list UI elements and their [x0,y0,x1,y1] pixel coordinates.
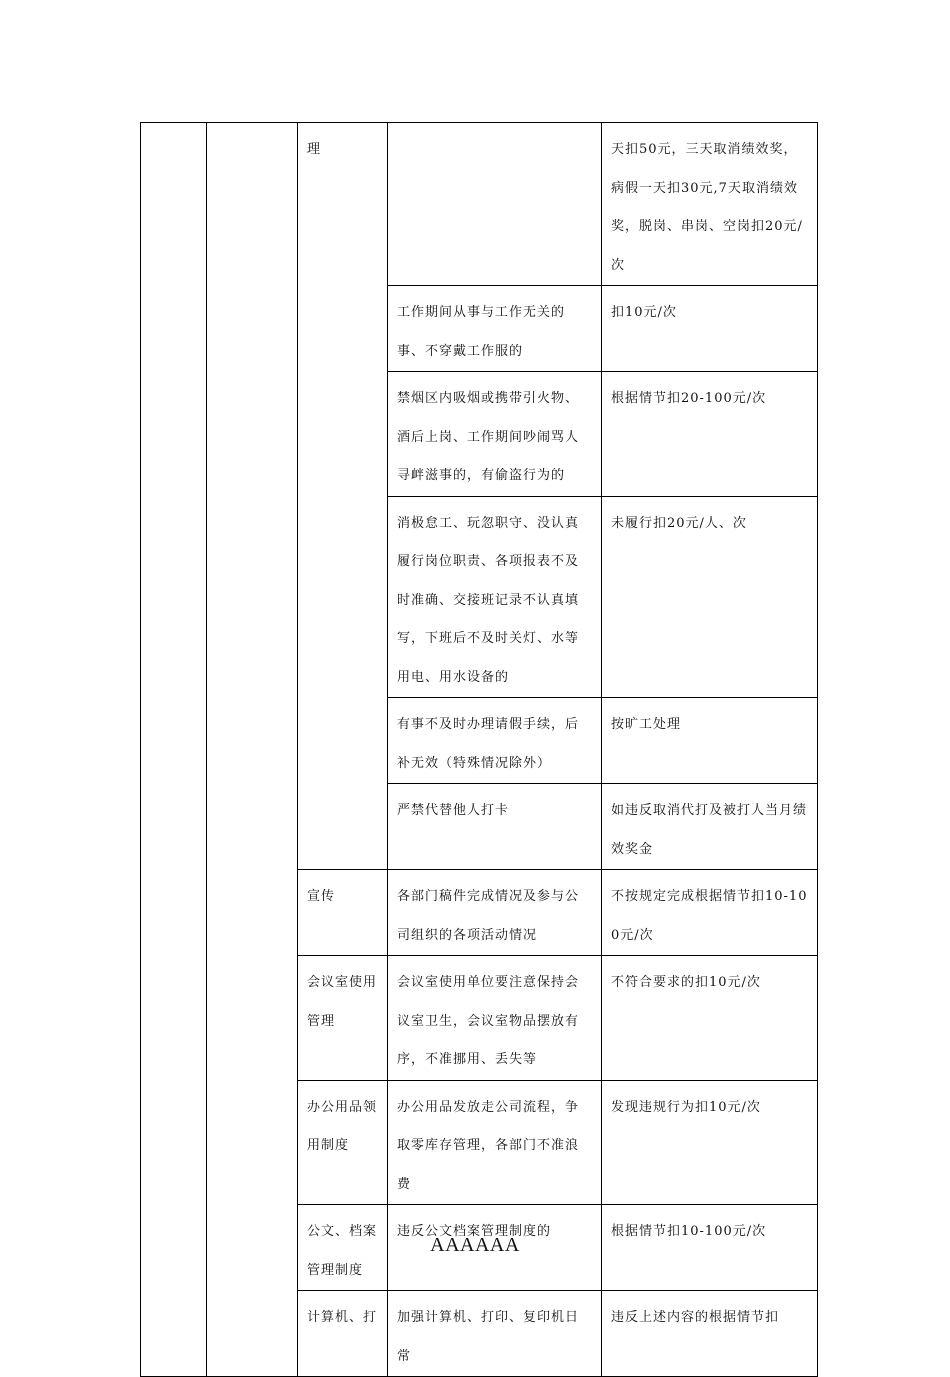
item-cell: 消极怠工、玩忽职守、没认真履行岗位职责、各项报表不及时准确、交接班记录不认真填写，下班后不及时关灯、水等用电、用水设备的 [388,496,602,698]
item-cell: 严禁代替他人打卡 [388,784,602,870]
item-cell: 禁烟区内吸烟或携带引火物、酒后上岗、工作期间吵闹骂人寻衅滋事的，有偷盗行为的 [388,372,602,497]
item-cell: 加强计算机、打印、复印机日常 [388,1291,602,1377]
penalty-cell: 发现违规行为扣10元/次 [602,1080,818,1205]
item-cell [388,123,602,286]
item-cell: 违反公文档案管理制度的 [388,1205,602,1291]
category-cell: 宣传 [298,870,388,956]
blank-column-2 [207,123,298,1377]
penalty-cell: 根据情节扣20-100元/次 [602,372,818,497]
penalty-cell: 不按规定完成根据情节扣10-100元/次 [602,870,818,956]
item-cell: 办公用品发放走公司流程，争取零库存管理，各部门不准浪费 [388,1080,602,1205]
penalty-cell: 根据情节扣10-100元/次 [602,1205,818,1291]
penalty-cell: 扣10元/次 [602,286,818,372]
rules-table [140,122,818,1377]
category-cell: 理 [298,123,388,870]
item-cell: 工作期间从事与工作无关的事、不穿戴工作服的 [388,286,602,372]
penalty-cell: 不符合要求的扣10元/次 [602,956,818,1081]
penalty-cell: 违反上述内容的根据情节扣 [602,1291,818,1377]
penalty-cell: 如违反取消代打及被打人当月绩效奖金 [602,784,818,870]
item-cell: 有事不及时办理请假手续，后补无效（特殊情况除外） [388,698,602,784]
blank-column-1 [141,123,207,1377]
category-cell: 会议室使用管理 [298,956,388,1081]
penalty-cell: 未履行扣20元/人、次 [602,496,818,698]
penalty-cell: 天扣50元，三天取消绩效奖，病假一天扣30元,7天取消绩效奖，脱岗、串岗、空岗扣20元/次 [602,123,818,286]
item-cell: 会议室使用单位要注意保持会议室卫生，会议室物品摆放有序，不准挪用、丢失等 [388,956,602,1081]
page-footer: AAAAAA [430,1234,520,1256]
category-cell: 计算机、打 [298,1291,388,1377]
category-cell: 公文、档案管理制度 [298,1205,388,1291]
penalty-cell: 按旷工处理 [602,698,818,784]
category-cell: 办公用品领用制度 [298,1080,388,1205]
item-cell: 各部门稿件完成情况及参与公司组织的各项活动情况 [388,870,602,956]
